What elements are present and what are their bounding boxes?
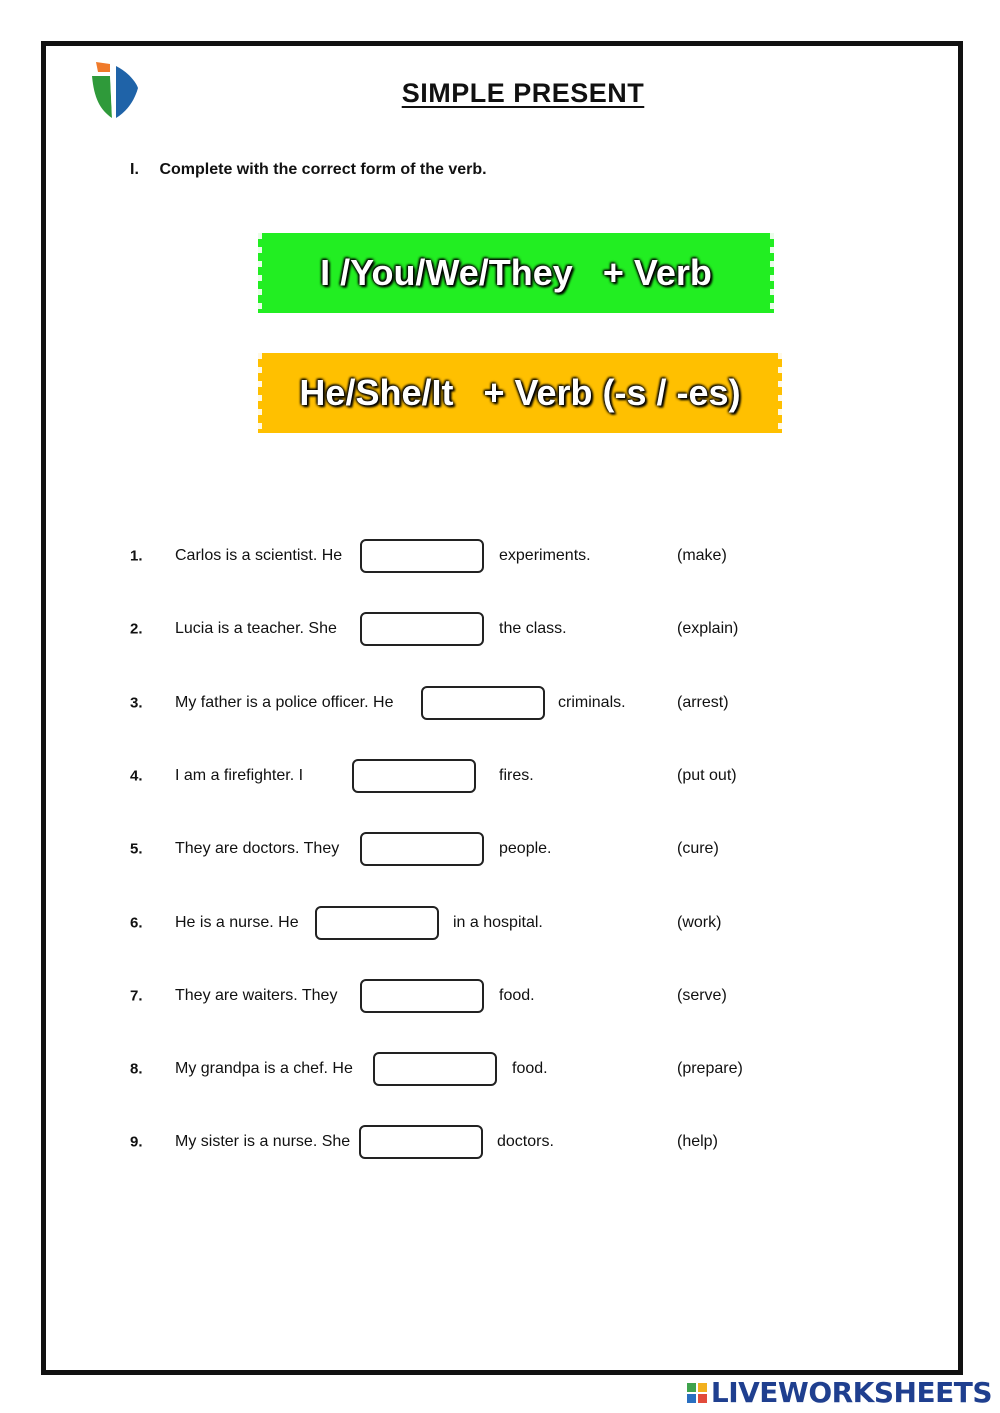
sentence-end: fires. — [499, 767, 534, 784]
answer-input[interactable] — [352, 759, 476, 793]
verb-hint: (put out) — [677, 767, 737, 784]
verb-hint: (work) — [677, 914, 722, 931]
verb-hint: (make) — [677, 547, 727, 564]
answer-input[interactable] — [360, 832, 484, 866]
sentence-start: They are waiters. They — [175, 987, 338, 1004]
question-number: 3. — [130, 694, 143, 712]
sentence-start: They are doctors. They — [175, 840, 340, 857]
question-row — [0, 903, 1000, 943]
question-number: 1. — [130, 547, 143, 565]
answer-input[interactable] — [360, 612, 484, 646]
question-row — [0, 1049, 1000, 1089]
sentence-start: I am a firefighter. I — [175, 767, 304, 784]
question-row — [0, 756, 1000, 796]
sentence-start: My father is a police officer. He — [175, 694, 394, 711]
sentence-start: Carlos is a scientist. He — [175, 547, 343, 564]
sentence-end: experiments. — [499, 547, 591, 564]
sentence-end: people. — [499, 840, 552, 857]
question-row — [0, 976, 1000, 1016]
sentence-start: My sister is a nurse. She — [175, 1133, 351, 1150]
page-title: SIMPLE PRESENT — [401, 78, 645, 108]
instruction — [130, 161, 487, 179]
sentence-end: criminals. — [558, 694, 626, 711]
verb-hint: (cure) — [677, 840, 719, 857]
answer-input[interactable] — [360, 979, 484, 1013]
verb-hint: (help) — [677, 1133, 718, 1150]
liveworksheets-logo-icon — [687, 1383, 707, 1403]
instruction-number: I. — [130, 161, 139, 178]
answer-input[interactable] — [360, 539, 484, 573]
question-number: 4. — [130, 767, 143, 785]
sentence-start: Lucia is a teacher. She — [175, 620, 337, 637]
question-number: 6. — [130, 914, 143, 932]
question-number: 8. — [130, 1060, 143, 1078]
question-number: 5. — [130, 840, 143, 858]
question-number: 2. — [130, 620, 143, 638]
plural-subject-rule-banner: I /You/We/They + Verb — [258, 233, 774, 313]
question-number: 9. — [130, 1133, 143, 1151]
sentence-end: food. — [499, 987, 535, 1004]
answer-input[interactable] — [359, 1125, 483, 1159]
sentence-end: doctors. — [497, 1133, 554, 1150]
sentence-end: food. — [512, 1060, 548, 1077]
liveworksheets-brand — [687, 1376, 992, 1409]
question-number: 7. — [130, 987, 143, 1005]
verb-hint: (prepare) — [677, 1060, 743, 1077]
question-row — [0, 1122, 1000, 1162]
verb-hint: (serve) — [677, 987, 727, 1004]
verb-hint: (arrest) — [677, 694, 729, 711]
question-row — [0, 683, 1000, 723]
question-row — [0, 609, 1000, 649]
question-row — [0, 536, 1000, 576]
sentence-end: in a hospital. — [453, 914, 543, 931]
sentence-start: My grandpa is a chef. He — [175, 1060, 353, 1077]
instruction-text: Complete with the correct form of the verb. — [159, 161, 487, 178]
sentence-end: the class. — [499, 620, 567, 637]
singular-subject-rule-banner: He/She/It + Verb (-s / -es) — [258, 353, 782, 433]
sentence-start: He is a nurse. He — [175, 914, 299, 931]
answer-input[interactable] — [315, 906, 439, 940]
brand-name: LIVEWORKSHEETS — [710, 1376, 992, 1409]
verb-hint: (explain) — [677, 620, 739, 637]
answer-input[interactable] — [421, 686, 545, 720]
question-row — [0, 829, 1000, 869]
answer-input[interactable] — [373, 1052, 497, 1086]
